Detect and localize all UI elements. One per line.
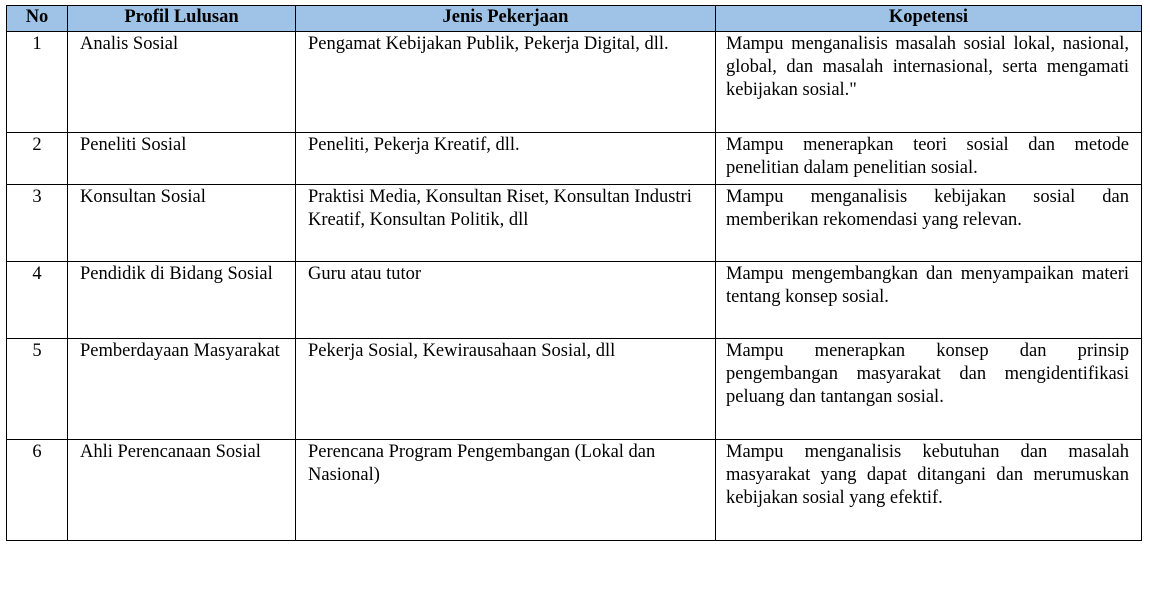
cell-profil: Pemberdayaan Masyarakat [68, 339, 296, 440]
cell-profil: Konsultan Sosial [68, 185, 296, 262]
cell-profil: Pendidik di Bidang Sosial [68, 262, 296, 339]
cell-no: 1 [7, 32, 68, 133]
cell-profil: Peneliti Sosial [68, 133, 296, 185]
table-row [7, 262, 1142, 339]
profil-lulusan-table [6, 5, 1142, 541]
table-header-row [7, 6, 1142, 32]
table-row [7, 440, 1142, 541]
cell-jenis: Pengamat Kebijakan Publik, Pekerja Digital, dll. [296, 32, 716, 133]
cell-kompetensi: Mampu menganalisis masalah sosial lokal, nasional, global, dan masalah internasional, serta mengamati kebijakan sosial." [716, 32, 1142, 133]
cell-no: 6 [7, 440, 68, 541]
cell-profil: Analis Sosial [68, 32, 296, 133]
cell-profil: Ahli Perencanaan Sosial [68, 440, 296, 541]
table-row [7, 133, 1142, 185]
cell-kompetensi: Mampu menganalisis kebijakan sosial dan memberikan rekomendasi yang relevan. [716, 185, 1142, 262]
header-kompetensi: Kopetensi [716, 6, 1142, 32]
header-jenis-pekerjaan: Jenis Pekerjaan [296, 6, 716, 32]
header-no: No [7, 6, 68, 32]
header-profil-lulusan: Profil Lulusan [68, 6, 296, 32]
cell-no: 2 [7, 133, 68, 185]
cell-jenis: Peneliti, Pekerja Kreatif, dll. [296, 133, 716, 185]
cell-kompetensi: Mampu menganalisis kebutuhan dan masalah masyarakat yang dapat ditangani dan merumuskan kebijakan sosial yang efektif. [716, 440, 1142, 541]
cell-kompetensi: Mampu menerapkan konsep dan prinsip pengembangan masyarakat dan mengidentifikasi peluang dan tantangan sosial. [716, 339, 1142, 440]
cell-kompetensi: Mampu menerapkan teori sosial dan metode penelitian dalam penelitian sosial. [716, 133, 1142, 185]
table-row [7, 185, 1142, 262]
cell-jenis: Perencana Program Pengembangan (Lokal dan Nasional) [296, 440, 716, 541]
cell-no: 3 [7, 185, 68, 262]
cell-kompetensi: Mampu mengembangkan dan menyampaikan materi tentang konsep sosial. [716, 262, 1142, 339]
cell-jenis: Praktisi Media, Konsultan Riset, Konsultan Industri Kreatif, Konsultan Politik, dll [296, 185, 716, 262]
cell-no: 5 [7, 339, 68, 440]
cell-jenis: Guru atau tutor [296, 262, 716, 339]
table-row [7, 32, 1142, 133]
cell-no: 4 [7, 262, 68, 339]
cell-jenis: Pekerja Sosial, Kewirausahaan Sosial, dll [296, 339, 716, 440]
table-row [7, 339, 1142, 440]
